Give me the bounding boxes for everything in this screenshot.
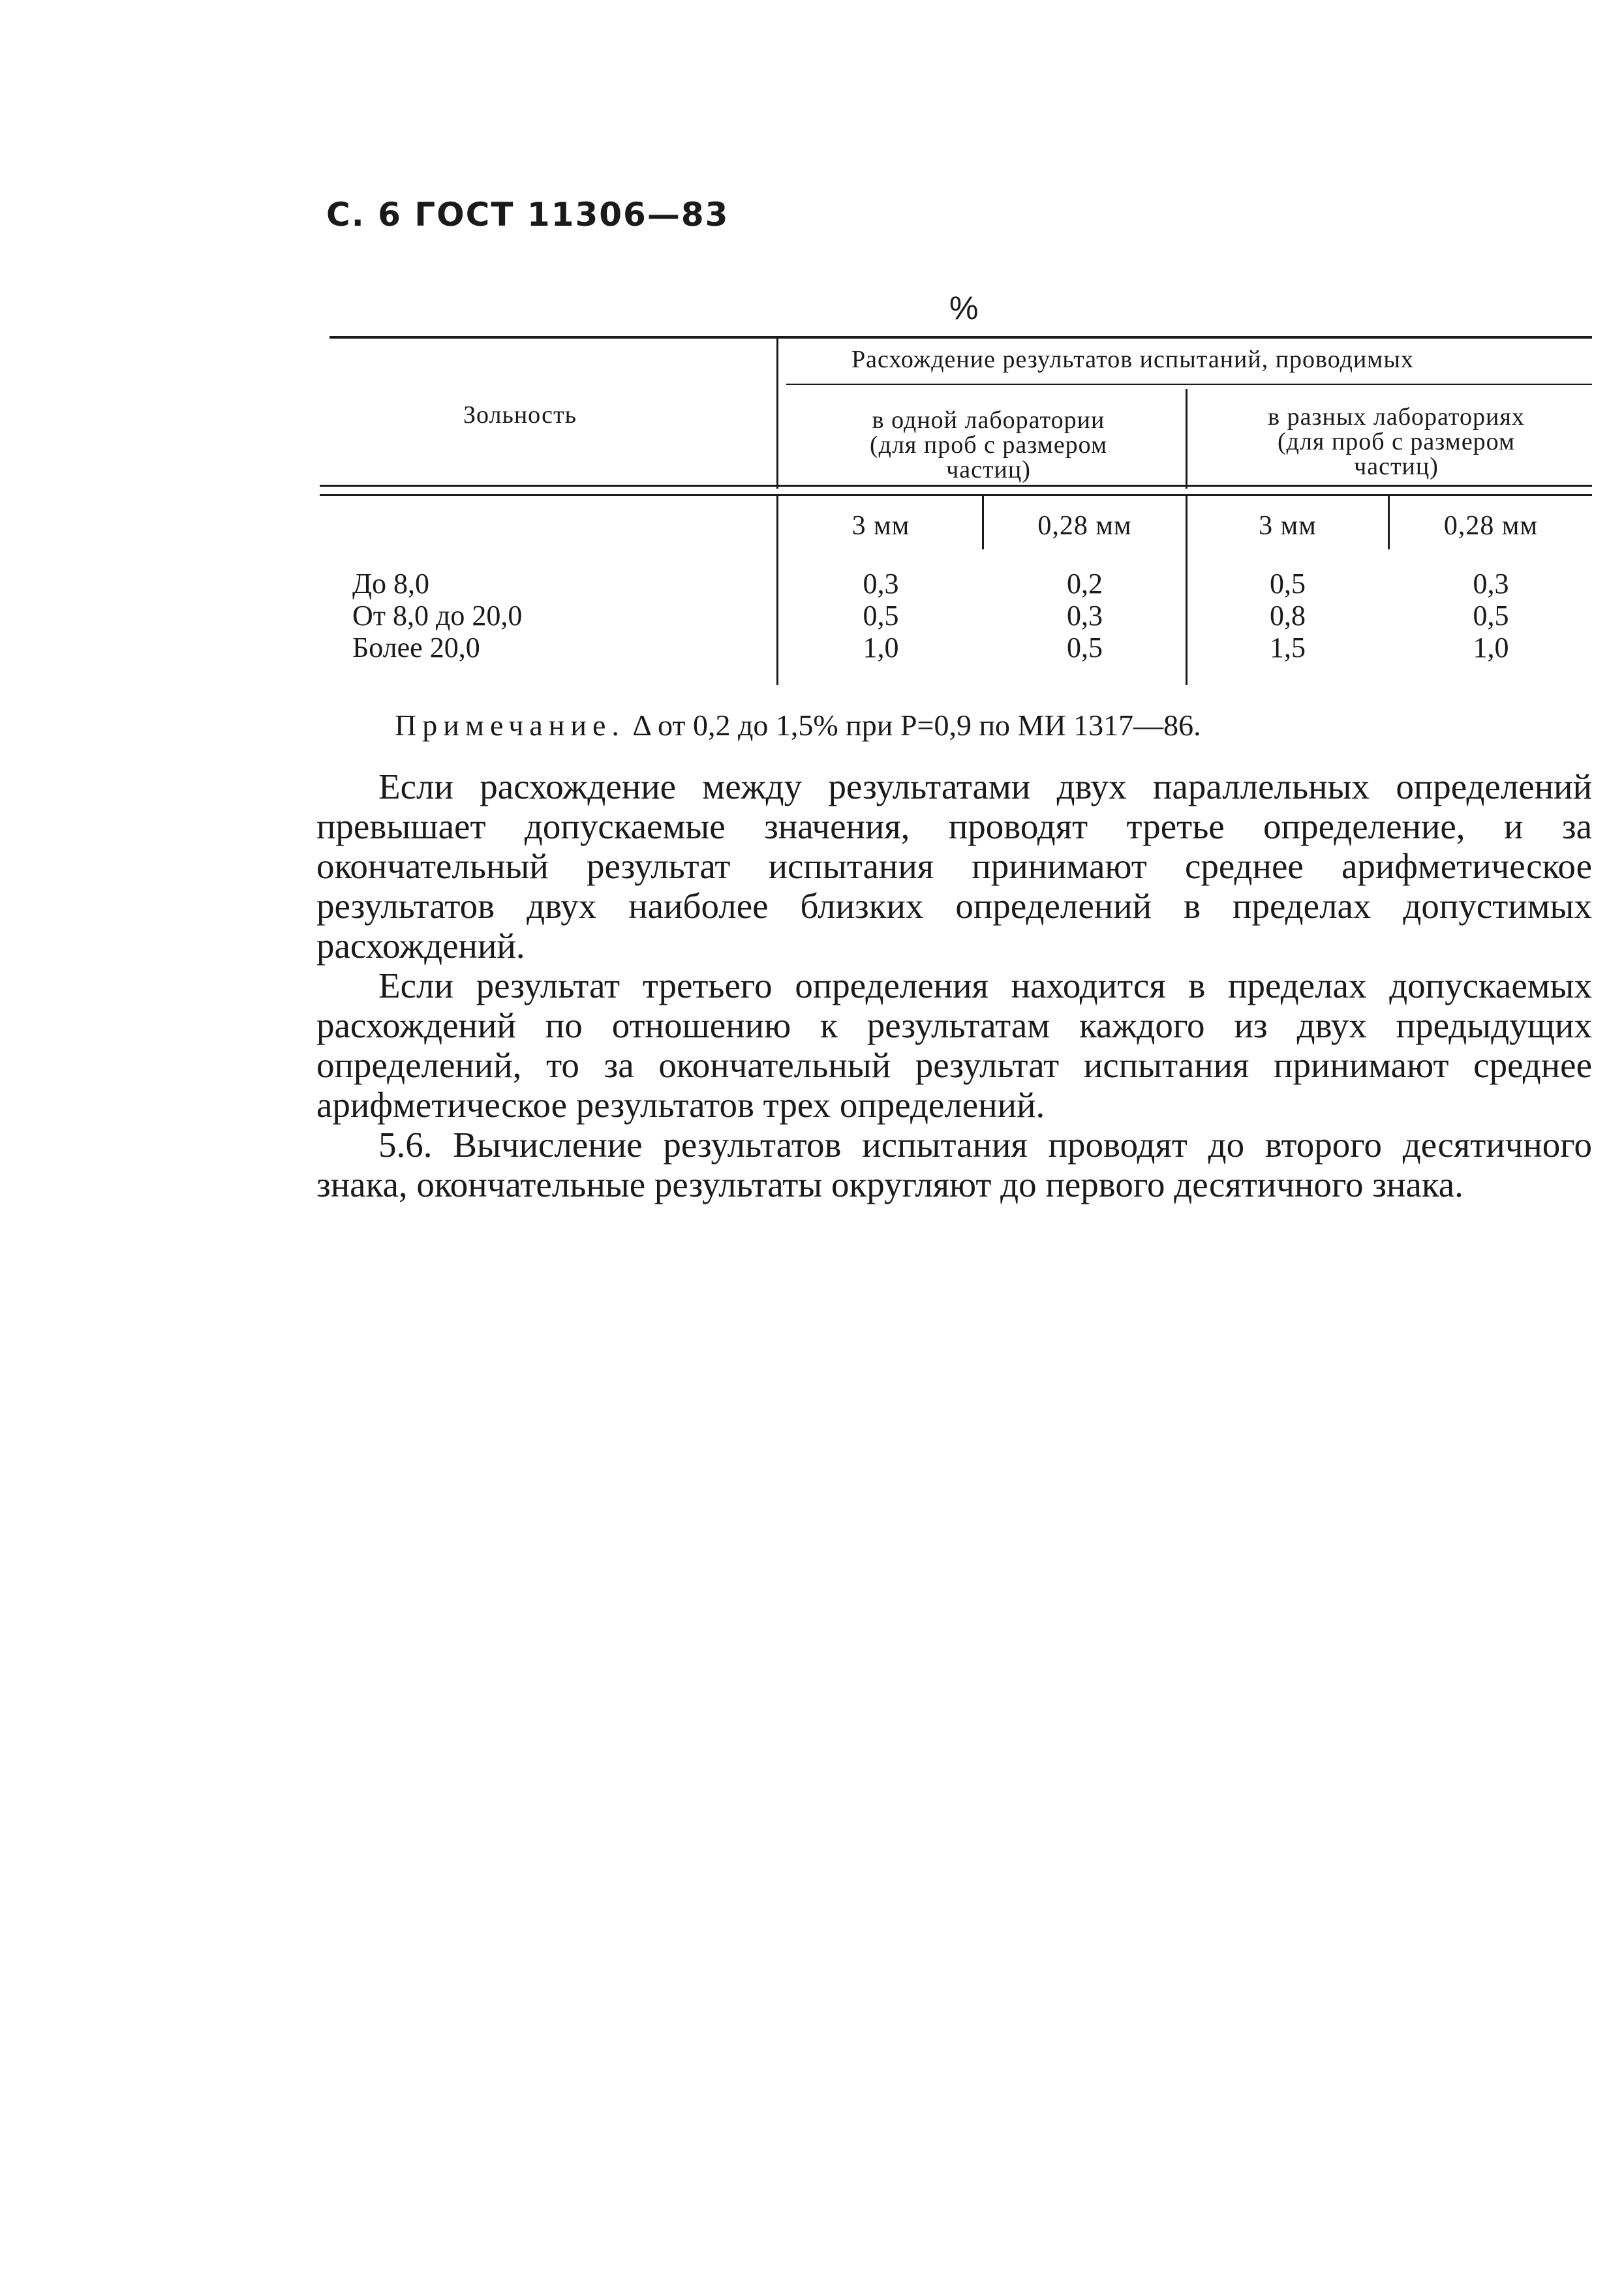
group-header: Расхождение результатов испытаний, проводимых [851, 346, 1414, 373]
ash-range-2: От 8,0 до 20,0 [352, 600, 523, 632]
value-cell: 0,5 [863, 600, 899, 632]
value-cell: 0,3 [1473, 568, 1509, 600]
subheader-same-lab-line2: (для проб с размером [869, 431, 1108, 459]
page-header: С. 6 ГОСТ 11306—83 [326, 196, 729, 234]
size-col-2: 0,28 мм [1037, 511, 1132, 541]
ash-ranges [352, 568, 522, 664]
col-divider-ash-body [776, 496, 778, 685]
value-cell: 0,3 [863, 568, 899, 600]
body-text [316, 767, 1592, 1204]
group-header-rule [786, 384, 1592, 385]
subheader-same-lab-line1: в одной лаборатории [872, 406, 1105, 434]
subheader-diff-lab-line1: в разных лабораториях [1268, 403, 1525, 431]
subheader-diff-lab-line3: частиц) [1354, 453, 1439, 480]
value-cell: 0,8 [1270, 600, 1306, 632]
subheader-diff-lab-line2: (для проб с размером [1277, 428, 1516, 455]
value-cell: 1,0 [863, 632, 899, 664]
paragraph: Если результат третьего определения находится в пределах допускаемых расхождений по отношению к результатам каждого из двух предыдущих определений, то за окончательный результат испытания принимают среднее арифметическое результатов трех определений. [316, 966, 1592, 1125]
subheader-diff-lab [1207, 405, 1586, 479]
note-text: Δ от 0,2 до 1,5% при P=0,9 по МИ 1317—86. [632, 709, 1201, 742]
value-cell: 0,3 [1067, 600, 1103, 632]
table-unit: % [949, 290, 979, 326]
values-col-4 [1390, 568, 1592, 664]
value-cell: 0,5 [1067, 632, 1103, 664]
size-col-4: 0,28 мм [1443, 511, 1539, 541]
value-cell: 1,0 [1473, 632, 1509, 664]
value-cell: 0,5 [1270, 568, 1306, 600]
header-double-rule-1 [320, 485, 1592, 487]
table-top-rule [329, 336, 1592, 339]
values-col-3 [1187, 568, 1388, 664]
values-col-1 [780, 568, 982, 664]
size-col-3: 3 мм [1259, 511, 1317, 541]
subheader-same-lab-line3: частиц) [946, 456, 1031, 483]
col-divider-lab [1186, 389, 1187, 489]
paragraph: Если расхождение между результатами двух параллельных определений превышает допускаемые значения, проводят третье определение, и за окончательный результат испытания принимают среднее арифметическое результатов двух наиболее близких определений в пределах допустимых расхождений. [316, 767, 1592, 966]
value-cell: 1,5 [1270, 632, 1306, 664]
ash-range-1: До 8,0 [352, 568, 430, 600]
values-col-2 [984, 568, 1186, 664]
table-note [395, 708, 1201, 742]
size-col-1: 3 мм [851, 511, 910, 541]
value-cell: 0,5 [1473, 600, 1509, 632]
value-cell: 0,2 [1067, 568, 1103, 600]
note-label: Примечание. [395, 709, 625, 742]
ash-range-3: Более 20,0 [352, 632, 480, 664]
col-header-ash: Зольность [463, 401, 577, 429]
header-double-rule-2 [320, 494, 1592, 496]
paragraph: 5.6. Вычисление результатов испытания проводят до второго десятичного знака, окончательные результаты округляют до первого десятичного знака. [316, 1125, 1592, 1204]
col-divider-ash [776, 339, 778, 489]
subheader-same-lab [803, 408, 1174, 482]
